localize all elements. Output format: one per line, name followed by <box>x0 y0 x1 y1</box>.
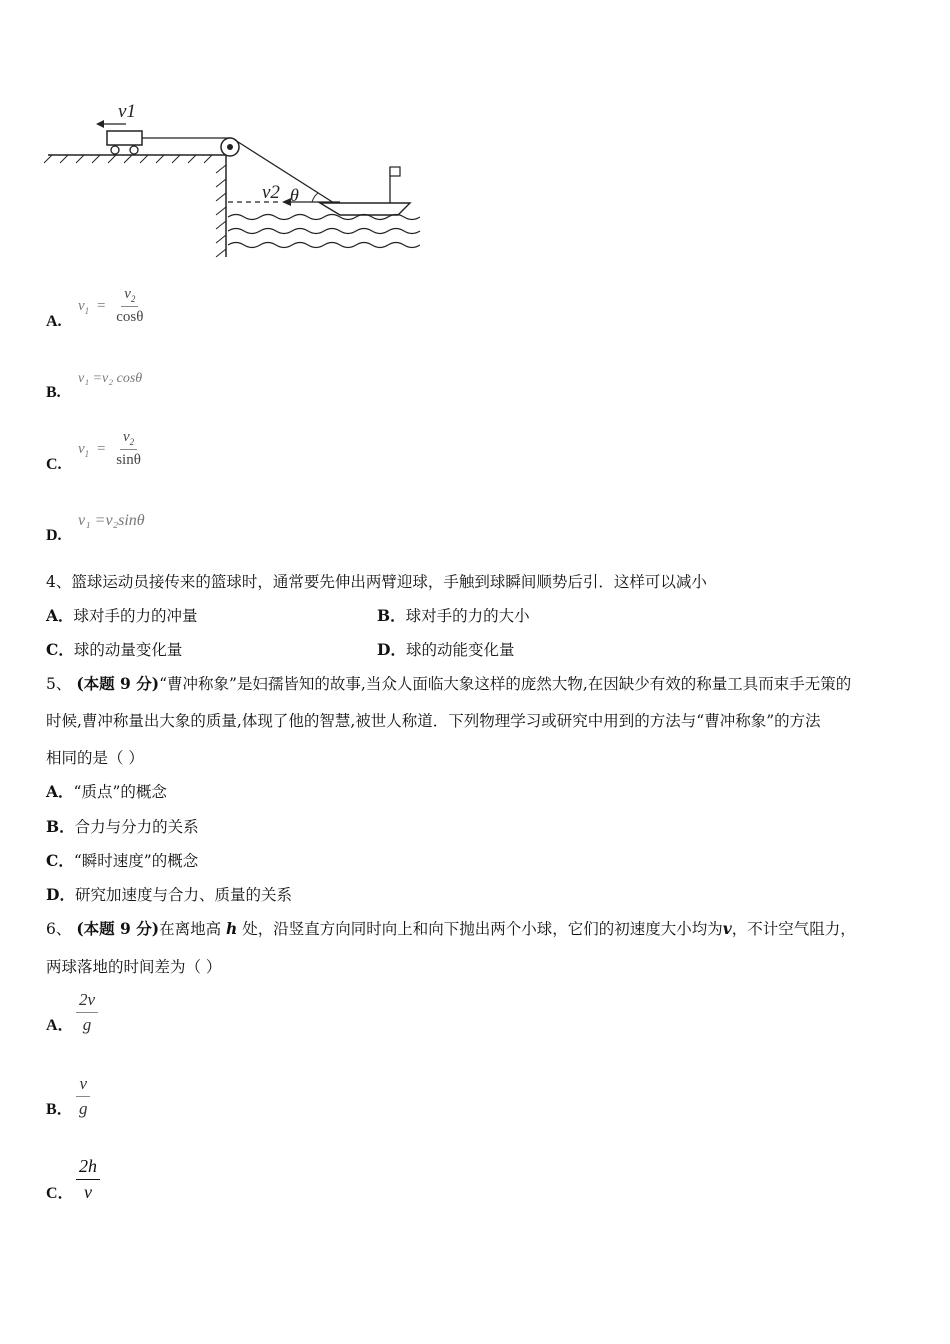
q3-option-b-formula: v₁ =v₂ cosθ <box>78 371 143 386</box>
q3-option-d-formula: v₁ =v₂sinθ <box>78 512 145 529</box>
q6-line-2: 两球落地的时间差为（ ） <box>46 958 222 976</box>
q5-option-a: A．“质点”的概念 <box>46 782 167 801</box>
v2-label: v2 <box>262 182 280 203</box>
boat-flag <box>390 167 400 176</box>
formula-fraction: $\frac{v_2}{\sin\theta}$ <box>116 429 141 468</box>
q6-option-a-label: A． <box>46 1017 74 1034</box>
q4-stem: 4、篮球运动员接传来的篮球时，通常要先伸出两臂迎球，手触到球瞬间顺势后引．这样可以减小 <box>46 573 707 591</box>
q6-option-b-fraction: $\frac{v}{g}$ <box>76 1074 91 1119</box>
q3-option-a-label: A. <box>46 313 62 330</box>
q5-line-3: 相同的是（ ） <box>46 749 144 767</box>
formula-eq: = <box>96 441 106 457</box>
q3-option-c-label: C. <box>46 456 62 473</box>
q6-option-c-label: C． <box>46 1185 74 1202</box>
q6-option-a-fraction: $\frac{2v}{g}$ <box>76 990 98 1035</box>
formula-lhs: $v_1$ <box>78 298 90 316</box>
cart <box>107 131 142 145</box>
q6-line-1: 6、 (本题 9 分)在离地高 h 处，沿竖直方向同时向上和向下抛出两个小球，它们的初速度大小均为v，不计空气阻力， <box>46 919 856 938</box>
theta-label: θ <box>290 185 299 205</box>
v1-label: v1 <box>118 101 136 122</box>
q6-option-b-label: B． <box>46 1101 73 1118</box>
q6-option-c-fraction: $\frac{2h}{v}$ <box>76 1156 100 1203</box>
cart-wheel <box>111 146 119 154</box>
boat <box>320 203 410 215</box>
q4-option-d: D．球的动能变化量 <box>377 640 515 659</box>
formula-fraction: $\frac{v_2}{\cos\theta}$ <box>116 286 144 325</box>
q3-option-c-formula <box>78 429 144 469</box>
water-waves <box>228 215 420 248</box>
formula-lhs: $v_1$ <box>78 441 90 459</box>
q4-option-b: B．球对手的力的大小 <box>377 606 530 625</box>
q5-option-c: C．“瞬时速度”的概念 <box>46 851 199 870</box>
q5-line-1: 5、 (本题 9 分)“曹冲称象”是妇孺皆知的故事,当众人面临大象这样的庞然大物,在因缺少有效的称量工具而束手无策的 <box>46 674 852 693</box>
q5-line-2: 时候,曹冲称量出大象的质量,体现了他的智慧,被世人称道．下列物理学习或研究中用到的方法与“曹冲称象”的方法 <box>46 712 821 730</box>
wall-hatch <box>216 165 226 257</box>
q3-option-b-label: B. <box>46 384 61 401</box>
cart-wheel <box>130 146 138 154</box>
q4-option-c: C．球的动量变化量 <box>46 640 183 659</box>
q5-option-d: D．研究加速度与合力、质量的关系 <box>46 885 292 904</box>
q3-option-a-formula <box>78 286 146 326</box>
q5-option-b: B．合力与分力的关系 <box>46 817 199 836</box>
physics-figure <box>40 95 430 265</box>
ground-hatch <box>44 155 212 163</box>
q4-option-a: A．球对手的力的冲量 <box>46 606 198 625</box>
formula-eq: = <box>96 298 106 314</box>
q3-option-d-label: D. <box>46 527 62 544</box>
